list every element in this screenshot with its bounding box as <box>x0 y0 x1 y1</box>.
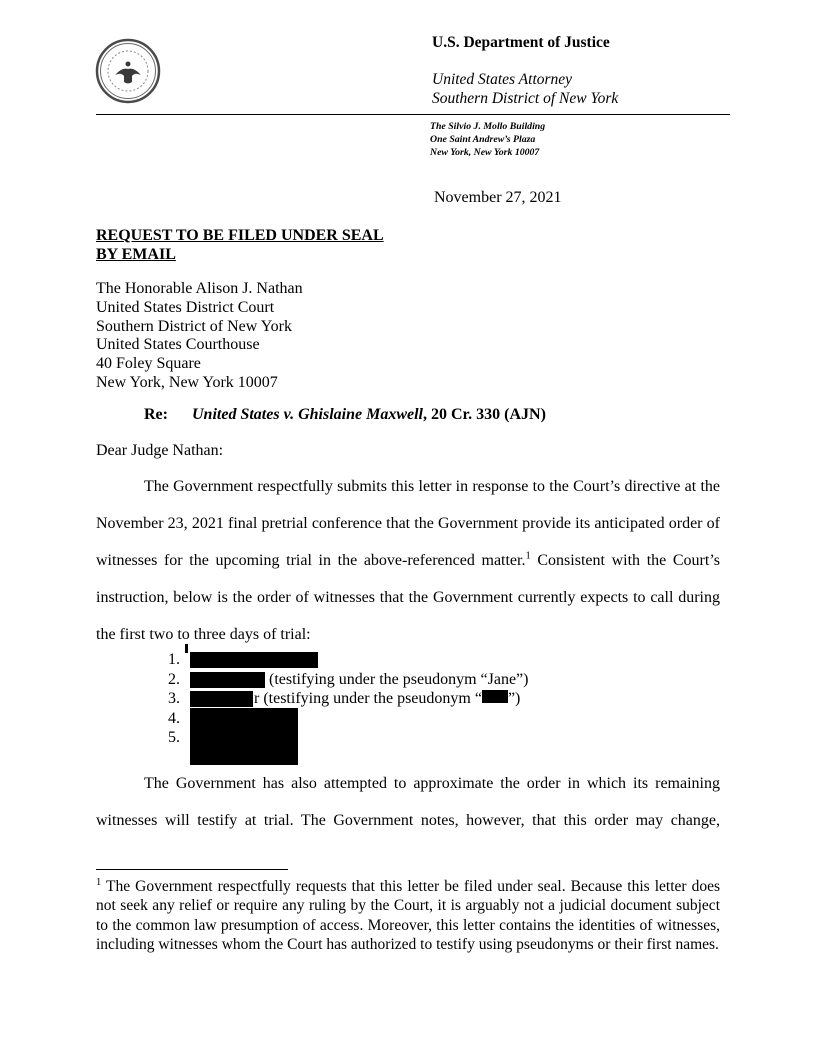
agency-name: U.S. Department of Justice <box>432 34 610 51</box>
witness-item-3 <box>168 689 720 709</box>
recipient-court: United States District Court <box>96 298 275 316</box>
recipient-address-block <box>96 280 303 393</box>
footnote-reference-1: 1 <box>525 550 531 562</box>
witness-number: 4. <box>168 709 180 727</box>
office-title: United States Attorney <box>432 71 573 88</box>
witness-item-2 <box>168 670 720 690</box>
body-paragraph-1-continued: Consistent with the Court’s instruction, below is the order of witnesses that the Government currently expects to call during the first two to three days of trial: <box>96 552 720 643</box>
witness-number: 2. <box>168 670 180 688</box>
case-number: , 20 Cr. 330 (AJN) <box>422 406 546 423</box>
office-address-street: One Saint Andrew’s Plaza <box>430 133 536 145</box>
witness-number: 5. <box>168 729 180 746</box>
body-paragraph-2-text: The Government has also attempted to approximate the order in which its remaining witnesses will testify at trial. The Government notes, however, that this order may change, <box>96 775 720 829</box>
recipient-city: New York, New York 10007 <box>96 373 278 391</box>
subject-line-seal-request: REQUEST TO BE FILED UNDER SEAL <box>96 227 384 244</box>
witness-item-1 <box>168 650 720 670</box>
redaction-stray-mark <box>185 644 188 653</box>
redaction-box <box>190 652 318 668</box>
redaction-box-small <box>482 690 508 703</box>
recipient-courthouse: United States Courthouse <box>96 336 260 354</box>
body-paragraph-1-text: The Government respectfully submits this letter in response to the Court’s directive at the November 23, 2021 final pretrial conference that the Government provide its anticipated order of witnesses for the upcoming trial in the above-referenced matter. <box>96 478 720 569</box>
office-block <box>432 70 618 108</box>
redaction-box-large <box>190 708 298 765</box>
recipient-district: Southern District of New York <box>96 317 292 335</box>
redaction-box <box>190 672 265 688</box>
body-paragraph-2 <box>96 765 720 839</box>
witness-pseudonym-note: r (testifying under the pseudonym “ <box>254 690 482 707</box>
office-district: Southern District of New York <box>432 90 619 107</box>
footnote-text: The Government respectfully requests that this letter be filed under seal. Because this letter does not seek any relief or require any ruling by the Court, it is arguably not a judicial document subject to the common law presumption of access. Moreover, this letter contains the identities of witnesses, including witnesses whom the Court has authorized to testify using pseudonyms or their first names. <box>96 878 720 954</box>
office-address-block <box>430 121 545 159</box>
recipient-name: The Honorable Alison J. Nathan <box>96 280 303 297</box>
footnote-separator <box>96 869 288 870</box>
salutation: Dear Judge Nathan: <box>96 442 224 459</box>
recipient-street: 40 Foley Square <box>96 355 201 373</box>
witness-number: 3. <box>168 690 180 707</box>
witness-pseudonym-note-close: ”) <box>507 690 521 707</box>
redaction-box <box>190 691 253 707</box>
office-address-building: The Silvio J. Mollo Building <box>430 121 546 132</box>
case-name: United States v. Ghislaine Maxwell <box>192 406 423 423</box>
re-line <box>96 406 546 424</box>
doj-seal-icon <box>95 38 161 104</box>
witness-pseudonym-note: (testifying under the pseudonym “Jane”) <box>269 670 529 688</box>
office-address-city: New York, New York 10007 <box>430 146 540 158</box>
subject-block <box>96 226 384 264</box>
re-label: Re: <box>144 406 168 423</box>
letter-date: November 27, 2021 <box>434 189 562 206</box>
body-paragraph-1 <box>96 468 720 653</box>
doj-seal-graphic <box>95 38 161 104</box>
witness-number: 1. <box>168 651 180 668</box>
footnote-1 <box>96 877 720 955</box>
footnote-marker: 1 <box>96 876 102 888</box>
subject-line-by-email: BY EMAIL <box>96 246 176 263</box>
letterhead-divider <box>96 114 730 115</box>
witness-order-list <box>96 650 720 748</box>
